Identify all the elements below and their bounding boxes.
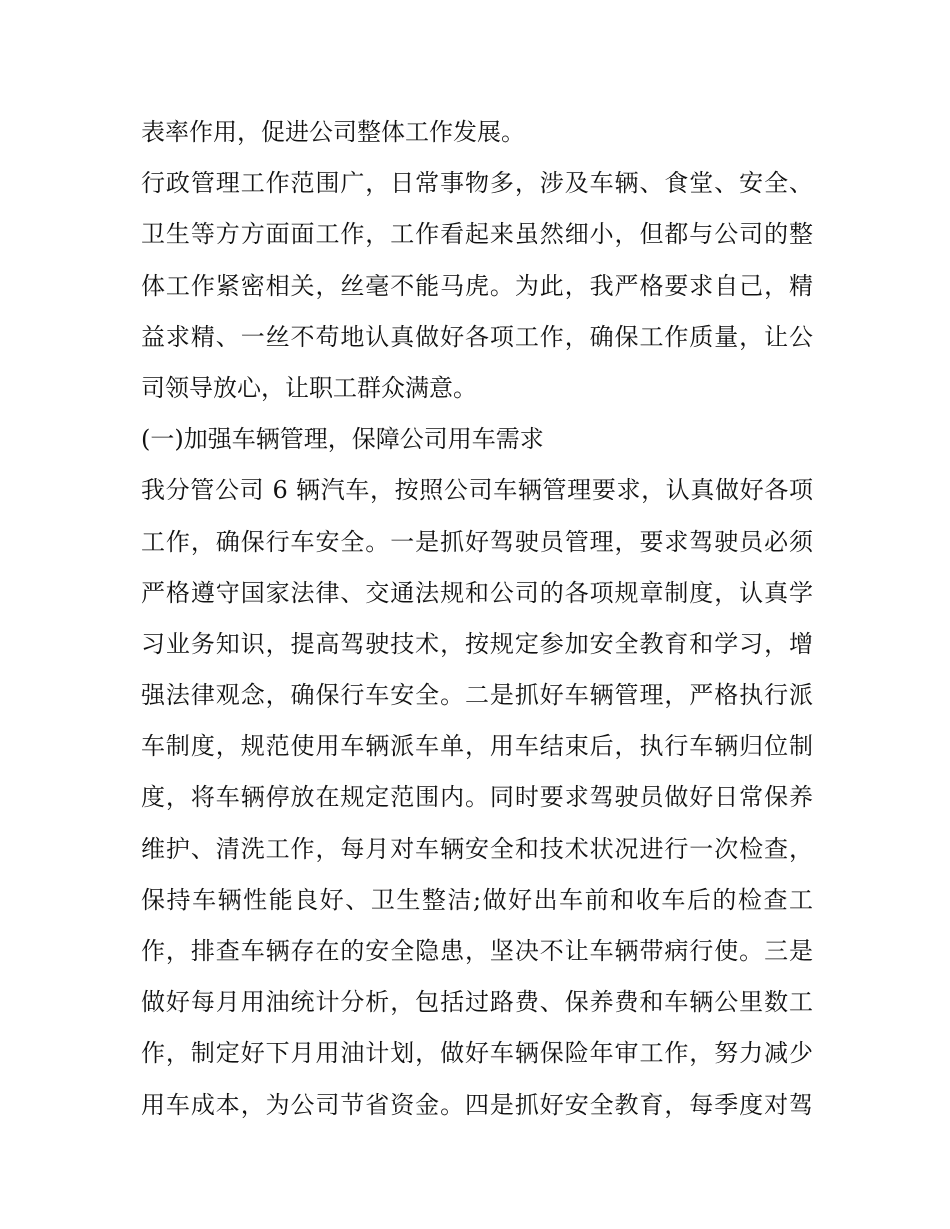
text-line: 作，制定好下月用油计划，做好车辆保险年审工作，努力减少 bbox=[141, 1039, 813, 1068]
text-line: 益求精、一丝不苟地认真做好各项工作，确保工作质量，让公 bbox=[141, 322, 813, 351]
text-line: 车制度，规范使用车辆派车单，用车结束后，执行车辆归位制 bbox=[141, 732, 813, 761]
document-page bbox=[141, 107, 813, 1131]
text-line: 司领导放心，让职工群众满意。 bbox=[141, 373, 477, 402]
text-line: 工作，确保行车安全。一是抓好驾驶员管理，要求驾驶员必须 bbox=[141, 527, 813, 556]
section-heading: (一)加强车辆管理，保障公司用车需求 bbox=[141, 425, 544, 454]
text-line: 保持车辆性能良好、卫生整洁;做好出车前和收车后的检查工 bbox=[141, 885, 813, 914]
text-line: 习业务知识，提高驾驶技术，按规定参加安全教育和学习，增 bbox=[141, 629, 813, 658]
text-line: 做好每月用油统计分析，包括过路费、保养费和车辆公里数工 bbox=[141, 988, 813, 1017]
text-line: 体工作紧密相关，丝毫不能马虎。为此，我严格要求自己，精 bbox=[141, 271, 813, 300]
text-line: 作，排查车辆存在的安全隐患，坚决不让车辆带病行使。三是 bbox=[141, 937, 813, 965]
text-line: 度，将车辆停放在规定范围内。同时要求驾驶员做好日常保养 bbox=[141, 783, 813, 812]
text-line: 严格遵守国家法律、交通法规和公司的各项规章制度，认真学 bbox=[141, 578, 813, 607]
text-line: 用车成本，为公司节省资金。四是抓好安全教育，每季度对驾 bbox=[141, 1090, 813, 1119]
text-line: 行政管理工作范围广，日常事物多，涉及车辆、食堂、安全、 bbox=[141, 169, 813, 198]
text-line: 我分管公司 6 辆汽车，按照公司车辆管理要求，认真做好各项 bbox=[141, 476, 813, 505]
text-line: 卫生等方方面面工作，工作看起来虽然细小，但都与公司的整 bbox=[141, 220, 813, 249]
text-line: 表率作用，促进公司整体工作发展。 bbox=[141, 118, 525, 146]
text-line: 维护、清洗工作，每月对车辆安全和技术状况进行一次检查， bbox=[141, 834, 813, 863]
text-line: 强法律观念，确保行车安全。二是抓好车辆管理，严格执行派 bbox=[141, 681, 813, 710]
